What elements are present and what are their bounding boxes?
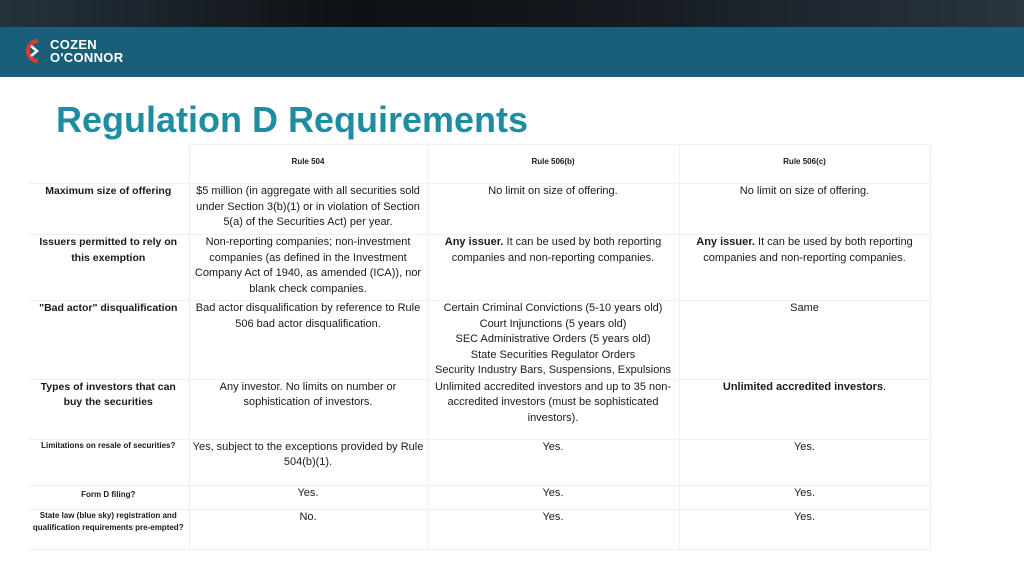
row-label: State law (blue sky) registration and qualification requirements pre-empted? (28, 509, 189, 549)
row-label: Form D filing? (28, 485, 189, 509)
cell-506b (427, 235, 679, 301)
table-row (28, 235, 930, 301)
brand-bar (0, 27, 1024, 77)
bad-actor-item: State Securities Regulator Orders (470, 348, 636, 361)
cell-504: No. (189, 509, 427, 549)
cell-506b: Unlimited accredited investors and up to 35 non-accredited investors (must be sophisticated investors). (427, 379, 679, 439)
logo-line-2: O'CONNOR (50, 50, 124, 65)
cell-506c: Same (679, 301, 930, 380)
cell-text: It can be used by both reporting companies and non-reporting companies. (703, 236, 913, 264)
cell-emphasis: Any issuer. (444, 236, 504, 248)
company-logo (22, 38, 123, 64)
page-title: Regulation D Requirements (56, 99, 529, 140)
header-rule-506b: Rule 506(b) (427, 145, 679, 184)
table-row (28, 379, 930, 439)
cell-506b (427, 301, 679, 380)
row-label: Maximum size of offering (28, 184, 189, 235)
table-row (28, 301, 930, 380)
cell-text: It can be used by both reporting companies and non-reporting companies. (451, 236, 662, 264)
cell-506c: Yes. (679, 485, 930, 509)
cell-506b: Yes. (427, 439, 679, 485)
bad-actor-item: Security Industry Bars, Suspensions, Expulsions (434, 364, 671, 376)
cell-506c: Yes. (679, 439, 930, 485)
row-label: Limitations on resale of securities? (28, 439, 189, 485)
bad-actor-item: Certain Criminal Convictions (5-10 years old) (443, 302, 663, 314)
cell-506c: Yes. (679, 509, 930, 549)
table-row (28, 485, 930, 509)
cell-emphasis: Any issuer. (696, 236, 755, 248)
header-blank (28, 145, 189, 184)
cell-506c: No limit on size of offering. (679, 184, 930, 235)
cell-506c (679, 235, 930, 301)
logo-mark-icon (22, 38, 44, 64)
cell-text: . (883, 380, 887, 393)
cell-504: Yes, subject to the exceptions provided by Rule 504(b)(1). (189, 439, 427, 485)
row-label: "Bad actor" disqualification (28, 301, 189, 380)
cell-504: Any investor. No limits on number or sophistication of investors. (189, 379, 427, 439)
cell-504: Yes. (189, 485, 427, 509)
header-rule-504: Rule 504 (189, 145, 427, 184)
header-rule-506c: Rule 506(c) (679, 145, 930, 184)
logo-line-1: COZEN (50, 37, 97, 52)
requirements-table (28, 144, 931, 550)
table-header-row (28, 145, 930, 184)
logo-text (50, 38, 123, 64)
row-label: Types of investors that can buy the securities (28, 379, 189, 439)
cell-506b: Yes. (427, 485, 679, 509)
cell-506b: Yes. (427, 509, 679, 549)
table-row (28, 184, 930, 235)
cell-504: $5 million (in aggregate with all securities sold under Section 3(b)(1) or in violation of Section 5(a) of the Securities Act) per year. (189, 184, 427, 235)
table-row (28, 509, 930, 549)
bad-actor-item: SEC Administrative Orders (5 years old) (455, 333, 651, 345)
cell-506b: No limit on size of offering. (427, 184, 679, 235)
cell-emphasis: Unlimited accredited investors (722, 380, 884, 393)
cell-506c (679, 379, 930, 439)
top-band (0, 0, 1024, 30)
table-row (28, 439, 930, 485)
row-label: Issuers permitted to rely on this exemption (28, 235, 189, 301)
cell-504: Non-reporting companies; non-investment companies (as defined in the Investment Company Act of 1940, as amended (ICA)), nor blank check companies. (189, 235, 427, 301)
bad-actor-item: Court Injunctions (5 years old) (479, 317, 627, 330)
cell-504: Bad actor disqualification by reference to Rule 506 bad actor disqualification. (189, 301, 427, 380)
